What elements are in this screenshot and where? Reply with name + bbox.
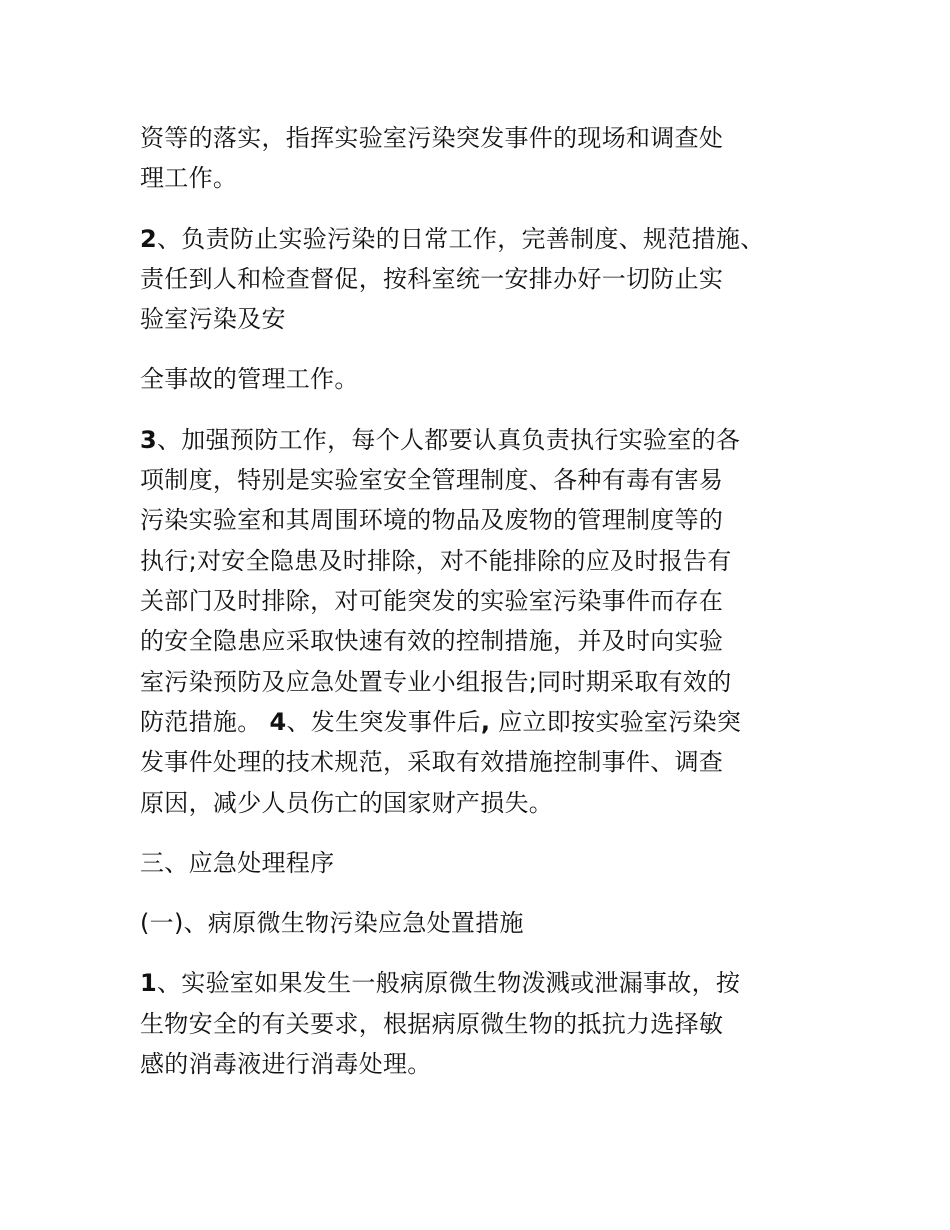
paragraph-4-line-10: 原因，减少人员伤亡的国家财产损失。 <box>140 789 554 817</box>
paragraph-5-line-1-text: 、实验室如果发生一般病原微生物泼溅或泄漏事故，按 <box>157 969 741 997</box>
subheading-1: (一)、病原微生物污染应急处置措施 <box>140 909 524 937</box>
paragraph-1-line-1: 资等的落实，指挥实验室污染突发事件的现场和调查处 <box>140 124 724 152</box>
paragraph-5-line-1 <box>140 968 740 998</box>
paragraph-2-line-1-text: 、负责防止实验污染的日常工作，完善制度、规范措施、 <box>157 225 765 253</box>
paragraph-2-number: 2 <box>140 225 157 253</box>
paragraph-2-line-1 <box>140 224 765 254</box>
paragraph-1-line-2: 理工作。 <box>140 164 238 192</box>
paragraph-2-line-3: 验室污染及安 <box>140 305 286 333</box>
paragraph-4-inline-comma: , <box>480 708 491 736</box>
paragraph-4-line-7: 室污染预防及应急处置专业小组报告;同时期采取有效的 <box>140 668 732 696</box>
paragraph-4-line-2: 项制度，特别是实验室安全管理制度、各种有毒有害易 <box>140 466 724 494</box>
section-heading-3: 三、应急处理程序 <box>140 849 335 877</box>
paragraph-5-line-3: 感的消毒液进行消毒处理。 <box>140 1050 432 1078</box>
paragraph-4-inline-suffix: 、发生突发事件后 <box>286 708 481 736</box>
paragraph-4-line-8 <box>140 707 741 737</box>
paragraph-4-line-3: 污染实验室和其周围环境的物品及废物的管理制度等的 <box>140 506 724 534</box>
paragraph-4-line-9: 发事件处理的技术规范，采取有效措施控制事件、调查 <box>140 748 724 776</box>
paragraph-4-line-6: 的安全隐患应采取快速有效的控制措施，并及时向实验 <box>140 627 724 655</box>
paragraph-4-line-5: 关部门及时排除，对可能突发的实验室污染事件而存在 <box>140 587 724 615</box>
paragraph-3-line-1: 全事故的管理工作。 <box>140 365 359 393</box>
paragraph-4-inline-rest: 应立即按实验室污染突 <box>490 708 742 736</box>
paragraph-4-inline-number: 4 <box>269 708 287 736</box>
paragraph-4-line-1 <box>140 425 740 455</box>
paragraph-4-last-prefix: 防范措施。 <box>140 708 270 736</box>
paragraph-4-line-4: 执行;对安全隐患及时排除，对不能排除的应及时报告有 <box>140 547 732 575</box>
paragraph-5-number: 1 <box>140 969 157 997</box>
paragraph-5-line-2: 生物安全的有关要求，根据病原微生物的抵抗力选择敏 <box>140 1010 724 1038</box>
paragraph-4-number: 3 <box>140 426 157 454</box>
paragraph-2-line-2: 责任到人和检查督促，按科室统一安排办好一切防止实 <box>140 265 724 293</box>
paragraph-4-line-1-text: 、加强预防工作，每个人都要认真负责执行实验室的各 <box>157 426 741 454</box>
